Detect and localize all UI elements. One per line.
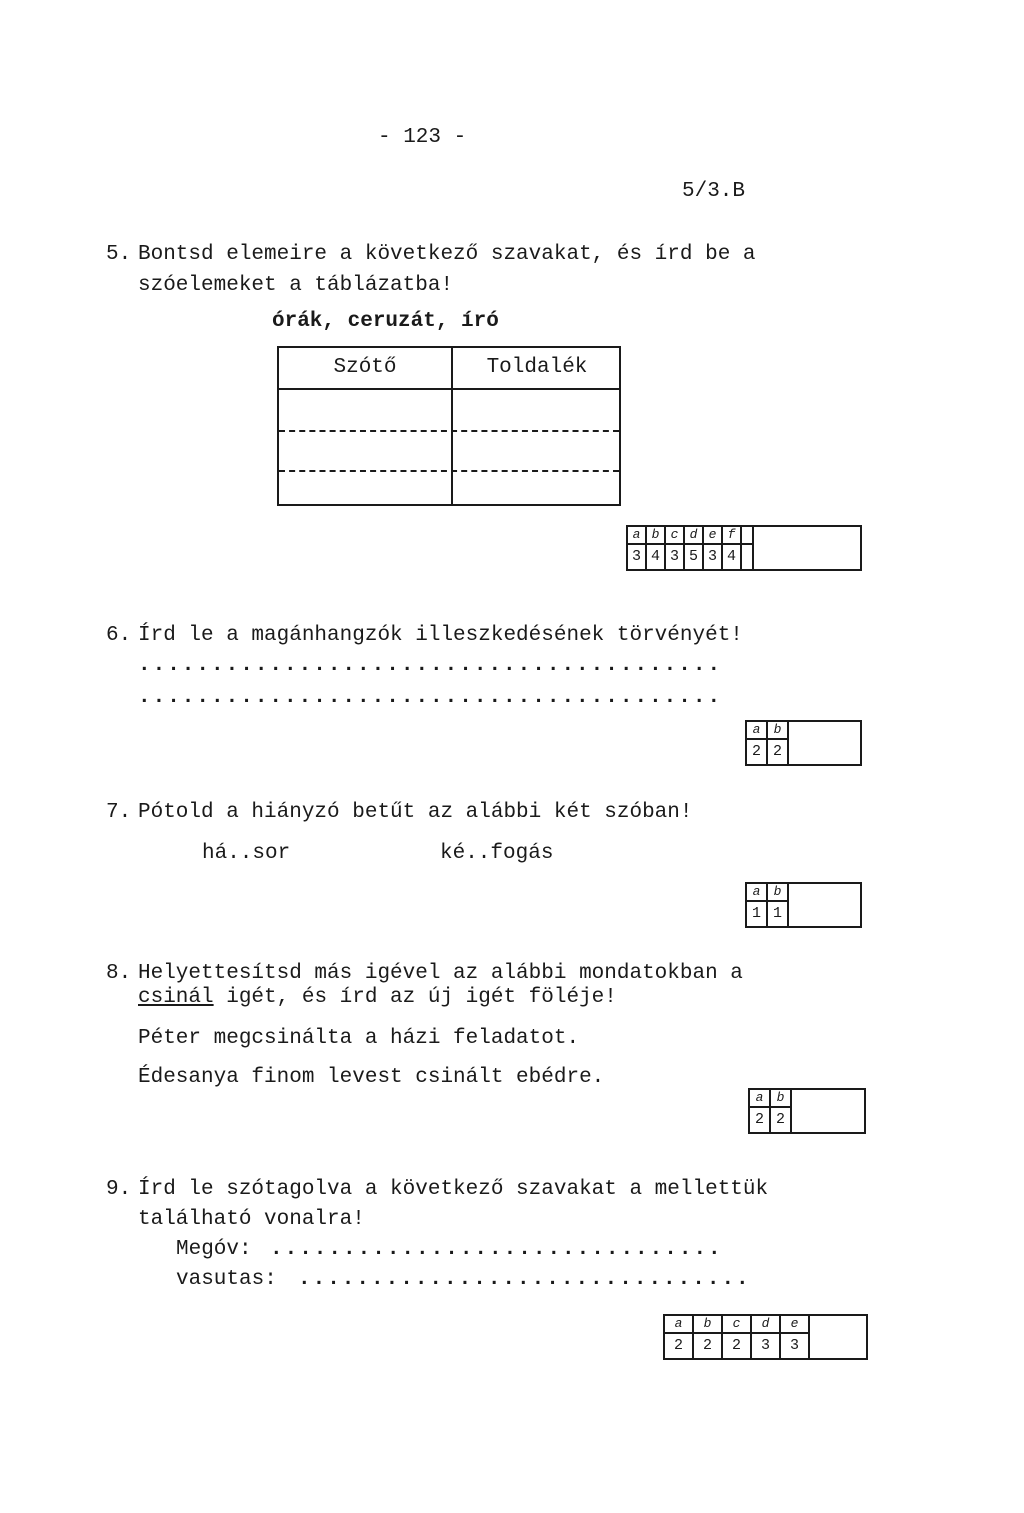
score-label — [742, 527, 752, 545]
score-cell — [781, 1316, 810, 1358]
score-cell — [628, 527, 647, 569]
column-header-stem: Szótő — [333, 356, 397, 379]
task-instruction: Írd le szótagolva a következő szavakat a mellettük — [138, 1178, 769, 1201]
score-value: 5 — [688, 548, 698, 565]
answer-dotted-line[interactable]: ............................... — [270, 1238, 723, 1261]
answer-dotted-line[interactable]: ............................... — [298, 1268, 751, 1291]
score-label: c — [723, 1316, 750, 1334]
answer-row-line — [279, 470, 619, 472]
task-instruction: található vonalra! — [138, 1208, 365, 1231]
score-value: 4 — [650, 548, 660, 565]
task-instruction: Helyettesítsd más igével az alábbi mondatokban a — [138, 962, 743, 985]
score-value: 3 — [760, 1337, 770, 1354]
task-instruction-line — [138, 986, 617, 1009]
score-cell — [666, 527, 685, 569]
score-label: e — [704, 527, 721, 545]
score-cell — [647, 527, 666, 569]
task-instruction: szóelemeket a táblázatba! — [138, 274, 454, 297]
score-cell — [694, 1316, 723, 1358]
task-number: 8. — [106, 962, 132, 985]
task-instruction: Írd le a magánhangzók illeszkedésének törvényét! — [138, 624, 743, 647]
example-sentence: Péter megcsinálta a házi feladatot. — [138, 1027, 580, 1050]
score-value: 3 — [669, 548, 679, 565]
score-cell — [752, 1316, 781, 1358]
score-value — [742, 545, 752, 569]
score-label: a — [750, 1090, 769, 1108]
score-value: 3 — [707, 548, 717, 565]
score-value: 2 — [673, 1337, 683, 1354]
score-box — [663, 1314, 868, 1360]
score-label: f — [723, 527, 740, 545]
score-cell — [747, 722, 768, 764]
task-number: 9. — [106, 1178, 132, 1201]
answer-row-line — [279, 430, 619, 432]
score-cell — [768, 722, 789, 764]
page-number: - 123 - — [378, 126, 467, 149]
score-value: 2 — [754, 1111, 764, 1128]
score-label: b — [647, 527, 664, 545]
word-with-gap[interactable]: ké..fogás — [440, 842, 554, 865]
score-label: d — [685, 527, 702, 545]
score-cell — [750, 1090, 771, 1132]
task-instruction-rest: igét, és írd az új igét föléje! — [213, 986, 617, 1009]
score-cell — [704, 527, 723, 569]
score-label: b — [771, 1090, 790, 1108]
page-code: 5/3.B — [682, 180, 746, 203]
score-label: a — [747, 884, 766, 902]
table-divider — [451, 348, 453, 504]
column-header-suffix: Toldalék — [486, 356, 588, 379]
word-label: Megóv: — [176, 1238, 252, 1261]
score-value: 1 — [772, 905, 782, 922]
score-label: a — [665, 1316, 692, 1334]
score-cell — [742, 527, 754, 569]
score-value: 3 — [789, 1337, 799, 1354]
score-value: 2 — [772, 743, 782, 760]
table-divider — [279, 388, 619, 390]
score-value: 2 — [731, 1337, 741, 1354]
score-value: 1 — [751, 905, 761, 922]
task-number: 5. — [106, 243, 132, 266]
score-cell — [665, 1316, 694, 1358]
target-verb: csinál — [138, 986, 214, 1009]
score-label: b — [768, 722, 787, 740]
score-cell — [747, 884, 768, 926]
task-number: 6. — [106, 624, 132, 647]
score-value: 2 — [702, 1337, 712, 1354]
answer-dotted-line[interactable]: ........................................ — [138, 654, 723, 677]
score-label: b — [694, 1316, 721, 1334]
score-value: 2 — [751, 743, 761, 760]
word-with-gap[interactable]: há..sor — [202, 842, 291, 865]
score-box — [745, 720, 862, 766]
score-value: 4 — [726, 548, 736, 565]
score-label: a — [628, 527, 645, 545]
task-instruction: Pótold a hiányzó betűt az alábbi két szóban! — [138, 801, 693, 824]
score-box — [745, 882, 862, 928]
answer-dotted-line[interactable]: ........................................ — [138, 686, 723, 709]
score-cell — [771, 1090, 792, 1132]
score-cell — [768, 884, 789, 926]
task-number: 7. — [106, 801, 132, 824]
example-sentence: Édesanya finom levest csinált ebédre. — [138, 1066, 605, 1089]
score-box — [626, 525, 862, 571]
score-box — [748, 1088, 866, 1134]
score-value: 3 — [631, 548, 641, 565]
score-label: c — [666, 527, 683, 545]
score-cell — [723, 527, 742, 569]
score-label: a — [747, 722, 766, 740]
word-label: vasutas: — [176, 1268, 277, 1291]
word-list: órák, ceruzát, író — [272, 310, 499, 333]
task-instruction: Bontsd elemeire a következő szavakat, és írd be a — [138, 243, 756, 266]
score-label: e — [781, 1316, 808, 1334]
score-label: b — [768, 884, 787, 902]
score-label: d — [752, 1316, 779, 1334]
score-cell — [723, 1316, 752, 1358]
word-elements-table — [277, 346, 621, 506]
score-cell — [685, 527, 704, 569]
score-value: 2 — [775, 1111, 785, 1128]
